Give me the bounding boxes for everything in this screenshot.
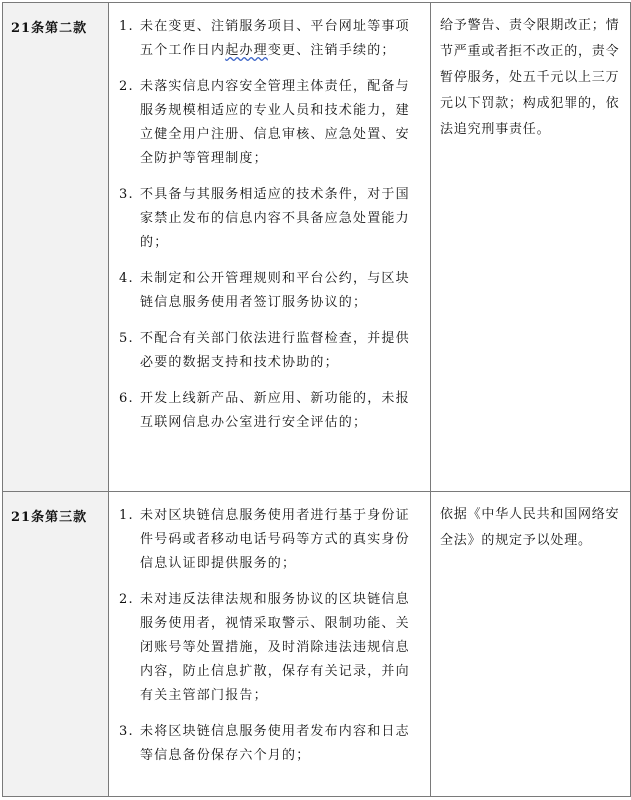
penalty-text: 依据《中华人民共和国网络安全法》的规定予以处理。 bbox=[440, 507, 620, 548]
item-text: 未对区块链信息服务使用者进行基于身份证件号码或者移动电话号码等方式的真实身份信息认证即提供服务的； bbox=[140, 508, 410, 571]
item-number: 2. bbox=[119, 592, 134, 607]
item-text: 未落实信息内容安全管理主体责任，配备与服务规模相适应的专业人员和技术能力，建立健全用户注册、信息审核、应急处置、安全防护等管理制度； bbox=[140, 79, 410, 166]
item-number: 4. bbox=[119, 271, 134, 286]
violations-cell bbox=[109, 492, 431, 797]
item-text: 不配合有关部门依法进行监督检查，并提供必要的数据支持和技术协助的； bbox=[140, 331, 410, 370]
list-item bbox=[109, 15, 430, 63]
row-label-cell bbox=[3, 3, 109, 492]
row-label: 21条第三款 bbox=[11, 510, 88, 525]
table-row bbox=[3, 492, 631, 797]
item-text: 未在变更、注销服务项目、平台网址等事项五个工作日内起办理变更、注销手续的； bbox=[140, 19, 410, 58]
list-item bbox=[109, 75, 430, 171]
item-number: 1. bbox=[119, 19, 134, 34]
item-text: 开发上线新产品、新应用、新功能的，未报互联网信息办公室进行安全评估的； bbox=[140, 391, 410, 430]
spellcheck-marked-text: 起办理 bbox=[225, 43, 268, 58]
penalty-text: 给予警告、责令限期改正；情节严重或者拒不改正的，责令暂停服务，处五千元以上三万元以下罚款；构成犯罪的，依法追究刑事责任。 bbox=[440, 18, 620, 137]
list-item bbox=[109, 504, 430, 576]
item-number: 6. bbox=[119, 391, 134, 406]
list-item bbox=[109, 183, 430, 255]
penalty-cell bbox=[431, 492, 631, 797]
item-number: 3. bbox=[119, 187, 134, 202]
list-item bbox=[109, 327, 430, 375]
regulation-table bbox=[2, 2, 631, 797]
item-text: 未制定和公开管理规则和平台公约，与区块链信息服务使用者签订服务协议的； bbox=[140, 271, 410, 310]
list-item bbox=[109, 720, 430, 768]
penalty-cell bbox=[431, 3, 631, 492]
item-number: 3. bbox=[119, 724, 134, 739]
list-item bbox=[109, 387, 430, 435]
item-number: 2. bbox=[119, 79, 134, 94]
list-item bbox=[109, 588, 430, 708]
item-text: 未对违反法律法规和服务协议的区块链信息服务使用者，视情采取警示、限制功能、关闭账号等处置措施，及时消除违法违规信息内容，防止信息扩散，保存有关记录，并向有关主管部门报告； bbox=[140, 592, 410, 703]
item-text: 不具备与其服务相适应的技术条件，对于国家禁止发布的信息内容不具备应急处置能力的； bbox=[140, 187, 410, 250]
table-row bbox=[3, 3, 631, 492]
list-item bbox=[109, 267, 430, 315]
item-number: 1. bbox=[119, 508, 134, 523]
item-number: 5. bbox=[119, 331, 134, 346]
violations-cell bbox=[109, 3, 431, 492]
row-label-cell bbox=[3, 492, 109, 797]
item-text: 未将区块链信息服务使用者发布内容和日志等信息备份保存六个月的； bbox=[140, 724, 410, 763]
row-label: 21条第二款 bbox=[11, 21, 88, 36]
